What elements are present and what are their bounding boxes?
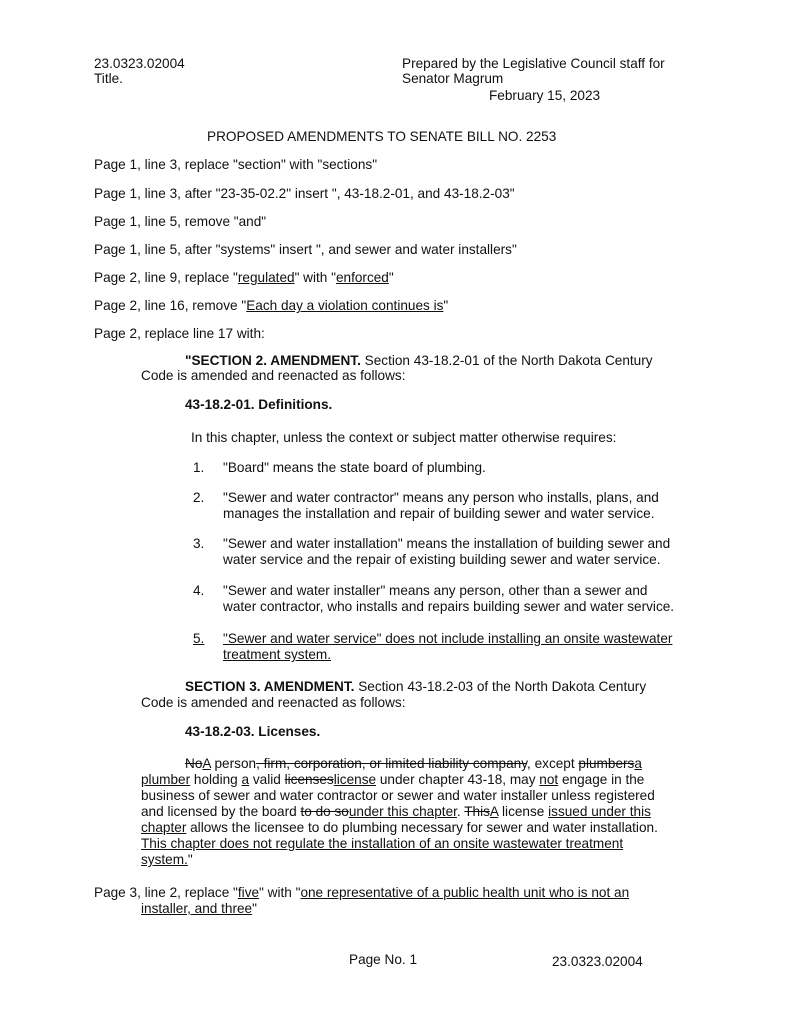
instruction-7: Page 2, replace line 17 with: bbox=[94, 326, 265, 341]
section-3-subheading: 43-18.2-03. Licenses. bbox=[185, 724, 321, 739]
page-number: Page No. 1 bbox=[349, 952, 418, 967]
instruction-2: Page 1, line 3, after "23-35-02.2" insert ", 43-18.2-01, and 43-18.2-03" bbox=[94, 186, 515, 201]
licenses-line: chapter allows the licensee to do plumbing necessary for sewer and water installation. bbox=[141, 820, 658, 835]
list-item-text: manages the installation and repair of building sewer and water service. bbox=[223, 506, 655, 521]
list-item-number: 4. bbox=[193, 583, 205, 598]
instruction-3: Page 1, line 5, remove "and" bbox=[94, 214, 267, 229]
list-item-text: "Sewer and water contractor" means any person who installs, plans, and bbox=[223, 490, 659, 505]
document-number: 23.0323.02004 bbox=[94, 56, 185, 71]
list-item-text: "Sewer and water installer" means any person, other than a sewer and bbox=[223, 583, 648, 598]
title-label: Title. bbox=[94, 71, 123, 86]
prepared-by: Prepared by the Legislative Council staff for bbox=[402, 56, 665, 71]
section-3-line-1: SECTION 3. AMENDMENT. Section 43-18.2-03 of the North Dakota Century bbox=[185, 679, 647, 694]
licenses-line: This chapter does not regulate the installation of an onsite wastewater treatment bbox=[141, 836, 624, 851]
licenses-line: plumber holding a valid licenseslicense under chapter 43-18, may not engage in the bbox=[141, 772, 645, 787]
instruction-5: Page 2, line 9, replace "regulated" with "enforced" bbox=[94, 270, 394, 285]
instruction-8-line-2: installer, and three" bbox=[141, 901, 257, 916]
instruction-1: Page 1, line 3, replace "section" with "sections" bbox=[94, 157, 378, 172]
section-2-line-1: "SECTION 2. AMENDMENT. Section 43-18.2-01 of the North Dakota Century bbox=[185, 353, 653, 368]
footer-document-number: 23.0323.02004 bbox=[552, 954, 643, 969]
licenses-line: and licensed by the board to do sounder this chapter. ThisA license issued under this bbox=[141, 804, 651, 819]
licenses-line: business of sewer and water contractor or sewer and water installer unless registered bbox=[141, 788, 655, 803]
date: February 15, 2023 bbox=[489, 88, 601, 103]
section-2-line-2: Code is amended and reenacted as follows: bbox=[141, 368, 406, 383]
list-item-number: 1. bbox=[193, 460, 205, 475]
list-item-text: "Board" means the state board of plumbing. bbox=[223, 460, 486, 475]
section-2-subheading: 43-18.2-01. Definitions. bbox=[185, 397, 333, 412]
licenses-line: system." bbox=[141, 852, 193, 867]
page-title: PROPOSED AMENDMENTS TO SENATE BILL NO. 2253 bbox=[207, 129, 557, 144]
list-item-number: 3. bbox=[193, 536, 205, 551]
instruction-4: Page 1, line 5, after "systems" insert ", and sewer and water installers" bbox=[94, 242, 517, 257]
list-item-text: water contractor, who installs and repairs building sewer and water service. bbox=[223, 599, 675, 614]
list-item-number: 5. bbox=[193, 631, 205, 646]
list-item-number: 2. bbox=[193, 490, 205, 505]
instruction-8-line-1: Page 3, line 2, replace "five" with "one representative of a public health unit who is not an bbox=[94, 885, 630, 900]
licenses-line: NoA person, firm, corporation, or limited liability company, except plumbersa bbox=[185, 756, 642, 771]
list-item-text: water service and the repair of existing building sewer and water service. bbox=[223, 552, 661, 567]
instruction-6: Page 2, line 16, remove "Each day a violation continues is" bbox=[94, 298, 449, 313]
list-item-text: treatment system. bbox=[223, 647, 332, 662]
section-3-line-2: Code is amended and reenacted as follows: bbox=[141, 695, 406, 710]
list-item-text: "Sewer and water service" does not include installing an onsite wastewater bbox=[223, 631, 673, 646]
list-item-text: "Sewer and water installation" means the installation of building sewer and bbox=[223, 536, 671, 551]
sponsor: Senator Magrum bbox=[402, 71, 504, 86]
definitions-intro: In this chapter, unless the context or subject matter otherwise requires: bbox=[191, 430, 617, 445]
